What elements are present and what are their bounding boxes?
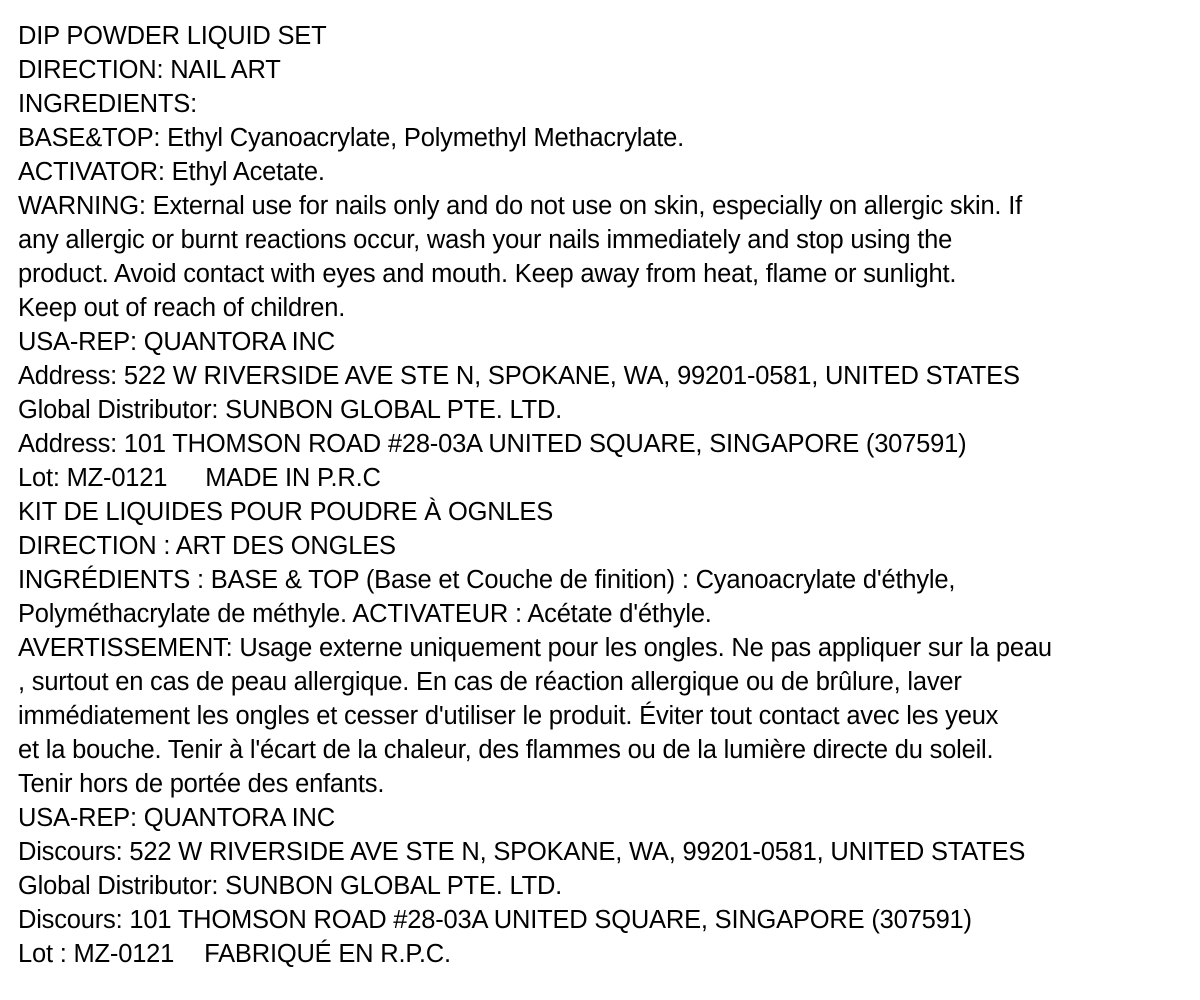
usa-address-fr: Discours: 522 W RIVERSIDE AVE STE N, SPOKANE, WA, 99201-0581, UNITED STATES: [18, 838, 1026, 866]
activator-ingredients-en: ACTIVATOR: Ethyl Acetate.: [18, 158, 325, 186]
product-title-fr: KIT DE LIQUIDES POUR POUDRE À OGNLES: [18, 498, 554, 526]
made-in-en: MADE IN P.R.C: [205, 464, 381, 492]
usa-address-en: Address: 522 W RIVERSIDE AVE STE N, SPOKANE, WA, 99201-0581, UNITED STATES: [18, 362, 1020, 390]
warning-line-3-fr: immédiatement les ongles et cesser d'utiliser le produit. Éviter tout contact avec les yeux: [18, 702, 999, 730]
ingredients-line-2-fr: Polyméthacrylate de méthyle. ACTIVATEUR : Acétate d'éthyle.: [18, 600, 712, 628]
lot-and-origin-en: [18, 461, 1188, 495]
global-distributor-fr: Global Distributor: SUNBON GLOBAL PTE. LTD.: [18, 872, 563, 900]
warning-line-3-en: product. Avoid contact with eyes and mouth. Keep away from heat, flame or sunlight.: [18, 260, 957, 288]
warning-line-5-fr: Tenir hors de portée des enfants.: [18, 770, 385, 798]
ingredients-line-1-fr: INGRÉDIENTS : BASE & TOP (Base et Couche de finition) : Cyanoacrylate d'éthyle,: [18, 566, 956, 594]
ingredients-heading-en: INGREDIENTS:: [18, 90, 197, 118]
direction-fr: DIRECTION : ART DES ONGLES: [18, 532, 396, 560]
lot-number-en: Lot: MZ-0121: [18, 464, 168, 492]
singapore-address-fr: Discours: 101 THOMSON ROAD #28-03A UNITED SQUARE, SINGAPORE (307591): [18, 906, 972, 934]
direction-en: DIRECTION: NAIL ART: [18, 56, 281, 84]
singapore-address-en: Address: 101 THOMSON ROAD #28-03A UNITED SQUARE, SINGAPORE (307591): [18, 430, 967, 458]
usa-rep-fr: USA-REP: QUANTORA INC: [18, 804, 335, 832]
product-label-text: [18, 19, 1188, 971]
usa-rep-en: USA-REP: QUANTORA INC: [18, 328, 335, 356]
warning-line-1-en: WARNING: External use for nails only and do not use on skin, especially on allergic skin. If: [18, 192, 1022, 220]
made-in-fr: FABRIQUÉ EN R.P.C.: [204, 940, 451, 968]
warning-line-2-fr: , surtout en cas de peau allergique. En cas de réaction allergique ou de brûlure, laver: [18, 668, 962, 696]
lot-and-origin-fr: [18, 937, 1188, 971]
product-title-en: DIP POWDER LIQUID SET: [18, 22, 327, 50]
warning-line-2-en: any allergic or burnt reactions occur, wash your nails immediately and stop using the: [18, 226, 953, 254]
global-distributor-en: Global Distributor: SUNBON GLOBAL PTE. LTD.: [18, 396, 563, 424]
warning-line-4-en: Keep out of reach of children.: [18, 294, 346, 322]
lot-number-fr: Lot : MZ-0121: [18, 940, 175, 968]
base-top-ingredients-en: BASE&TOP: Ethyl Cyanoacrylate, Polymethyl Methacrylate.: [18, 124, 684, 152]
warning-line-1-fr: AVERTISSEMENT: Usage externe uniquement pour les ongles. Ne pas appliquer sur la peau: [18, 634, 1052, 662]
warning-line-4-fr: et la bouche. Tenir à l'écart de la chaleur, des flammes ou de la lumière directe du soleil.: [18, 736, 994, 764]
